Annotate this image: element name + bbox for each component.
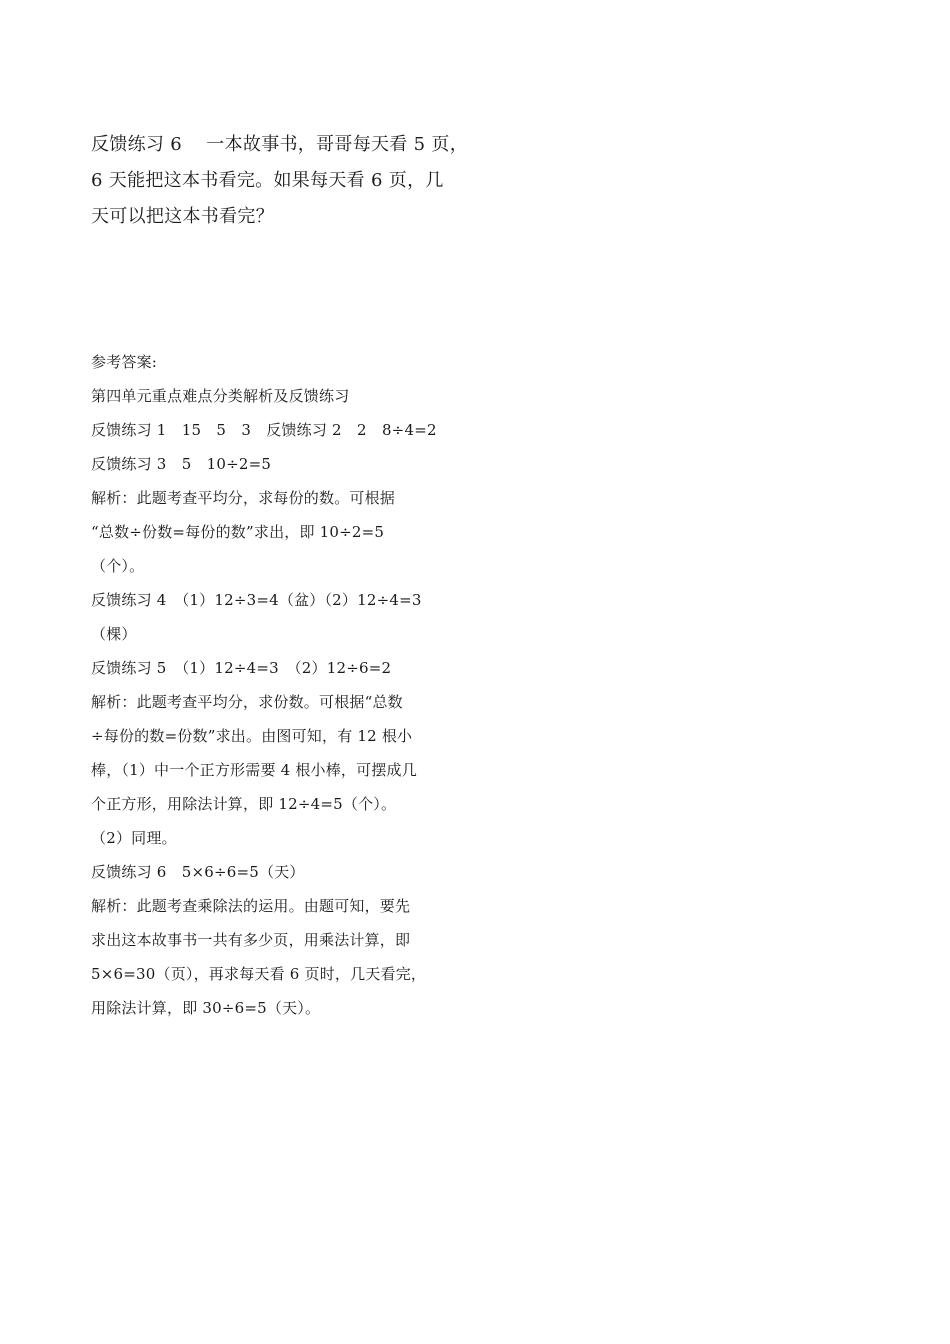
answer-line: 5×6=30（页），再求每天看 6 页时，几天看完， xyxy=(91,965,427,983)
answer-line: （棵） xyxy=(91,625,137,643)
question-line: 6 天能把这本书看完。如果每天看 6 页，几 xyxy=(91,170,444,191)
answer-line: 解析：此题考查乘除法的运用。由题可知，要先 xyxy=(91,897,411,915)
answer-line: 反馈练习 6 5×6÷6=5（天） xyxy=(91,863,305,881)
answer-line: 反馈练习 1 15 5 3 反馈练习 2 2 8÷4=2 xyxy=(91,421,437,439)
answer-line: 解析：此题考查平均分，求份数。可根据“总数 xyxy=(91,693,403,711)
answers-heading: 参考答案: xyxy=(91,353,158,371)
answer-line: （个）。 xyxy=(91,557,145,575)
answer-line: 个正方形，用除法计算，即 12÷4=5（个）。 xyxy=(91,795,397,813)
answer-line: 解析：此题考查平均分，求每份的数。可根据 xyxy=(91,489,396,507)
answer-line: 反馈练习 5 （1）12÷4=3 （2）12÷6=2 xyxy=(91,659,392,677)
feedback-exercise-6-question xyxy=(91,127,481,235)
question-line: 天可以把这本书看完？ xyxy=(91,206,274,227)
answer-line: 反馈练习 4 （1）12÷3=4（盆）（2）12÷4=3 xyxy=(91,591,422,609)
answer-line: 棒，（1）中一个正方形需要 4 根小棒，可摆成几 xyxy=(91,761,417,779)
answer-line: 反馈练习 3 5 10÷2=5 xyxy=(91,455,272,473)
answer-line: ÷每份的数=份数”求出。由图可知，有 12 根小 xyxy=(91,727,413,745)
answer-line: 用除法计算，即 30÷6=5（天）。 xyxy=(91,999,321,1017)
reference-answers xyxy=(91,345,471,1025)
answer-line: （2）同理。 xyxy=(91,829,177,847)
answer-line: 求出这本故事书一共有多少页，用乘法计算，即 xyxy=(91,931,411,949)
question-line: 反馈练习 6 一本故事书，哥哥每天看 5 页， xyxy=(91,134,468,155)
answer-line: “总数÷份数=每份的数”求出，即 10÷2=5 xyxy=(91,523,385,541)
unit-title: 第四单元重点难点分类解析及反馈练习 xyxy=(91,387,350,405)
